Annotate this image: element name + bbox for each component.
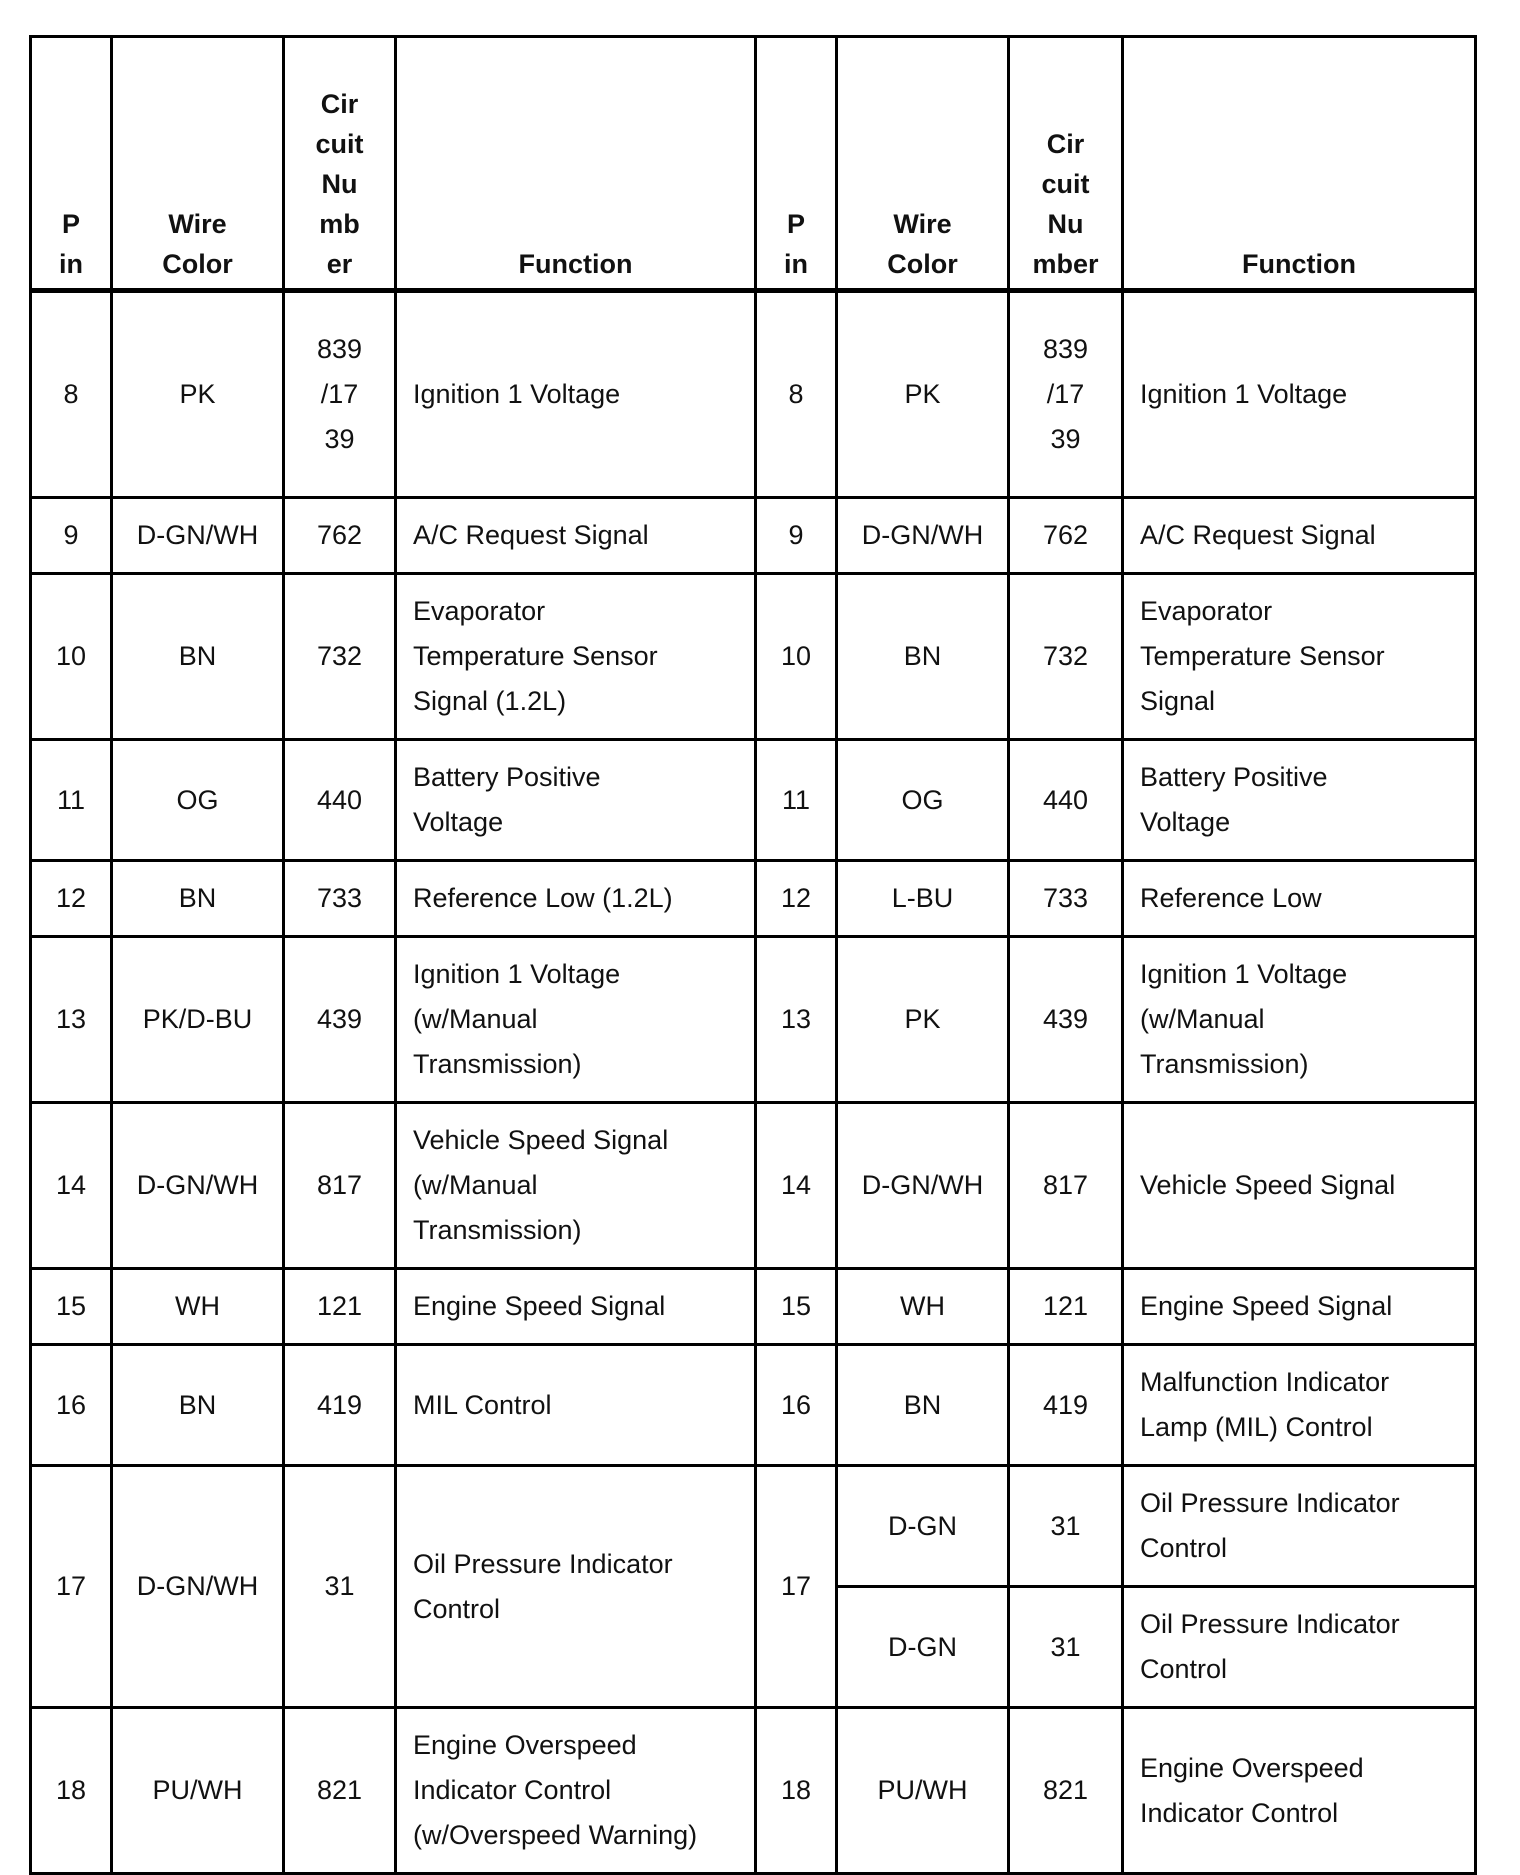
cell-text-line: Voltage bbox=[413, 807, 504, 837]
wire-color-cell: D-GN/WH bbox=[837, 498, 1009, 574]
cell-text-line: Indicator Control bbox=[1140, 1797, 1339, 1828]
wire-color-cell: BN bbox=[112, 1345, 284, 1466]
wire-color-cell: D-GN/WH bbox=[112, 1466, 284, 1708]
cell-text-line: mber bbox=[1032, 249, 1099, 279]
function-cell bbox=[396, 291, 756, 498]
cell-text-line: Ignition 1 Voltage bbox=[413, 959, 621, 989]
cell-text-line: 121 bbox=[1042, 1291, 1089, 1321]
pin-cell: 14 bbox=[31, 1103, 112, 1269]
circuit-number-cell bbox=[284, 498, 396, 574]
cell-text-line: Control bbox=[1140, 1533, 1228, 1563]
cell-text-line: Signal bbox=[1140, 686, 1216, 716]
cell-text-line: Voltage bbox=[1140, 807, 1231, 837]
pin-cell: 9 bbox=[31, 498, 112, 574]
pin-cell: 10 bbox=[756, 574, 837, 740]
function-cell bbox=[1123, 1708, 1476, 1874]
function-cell bbox=[1123, 861, 1476, 937]
function-cell bbox=[396, 740, 756, 861]
circuit-number-cell bbox=[1009, 291, 1123, 498]
cell-text-line: Control bbox=[413, 1593, 501, 1624]
wire-color-cell: WH bbox=[112, 1269, 284, 1345]
cell-text-line: Engine Speed Signal bbox=[1140, 1291, 1393, 1321]
pin-cell: 12 bbox=[756, 861, 837, 937]
wire-color-cell: PK bbox=[112, 291, 284, 498]
header-function-left: Function bbox=[396, 37, 756, 291]
cell-text-line: Transmission) bbox=[413, 1215, 582, 1245]
cell-text-line: Signal (1.2L) bbox=[413, 686, 567, 716]
header-wire-color-right bbox=[837, 37, 1009, 291]
cell-text-line: 39 bbox=[324, 424, 355, 454]
circuit-number-cell bbox=[1009, 1587, 1123, 1708]
cell-text-line: Battery Positive bbox=[413, 762, 601, 792]
wire-color-cell: L-BU bbox=[837, 861, 1009, 937]
circuit-number-cell bbox=[284, 937, 396, 1103]
cell-text-line: Transmission) bbox=[413, 1049, 582, 1079]
circuit-number-cell bbox=[284, 1708, 396, 1874]
circuit-number-cell bbox=[1009, 574, 1123, 740]
cell-text-line: /17 bbox=[1046, 379, 1085, 409]
pin-cell: 13 bbox=[756, 937, 837, 1103]
circuit-number-cell bbox=[1009, 740, 1123, 861]
wire-color-cell: D-GN/WH bbox=[837, 1103, 1009, 1269]
cell-text-line: 733 bbox=[1042, 883, 1089, 913]
table-row bbox=[31, 937, 1476, 1103]
header-function-right: Function bbox=[1123, 37, 1476, 291]
circuit-number-cell bbox=[284, 574, 396, 740]
header-pin-right bbox=[756, 37, 837, 291]
pin-cell: 15 bbox=[31, 1269, 112, 1345]
function-cell bbox=[396, 1103, 756, 1269]
cell-text-line: Reference Low bbox=[1140, 883, 1322, 913]
pin-cell: 18 bbox=[756, 1708, 837, 1874]
pin-cell: 18 bbox=[31, 1708, 112, 1874]
cell-text-line: Malfunction Indicator bbox=[1140, 1367, 1390, 1397]
cell-text-line: 39 bbox=[1050, 424, 1081, 454]
cell-text-line: 31 bbox=[1050, 1631, 1081, 1662]
circuit-number-cell bbox=[1009, 1345, 1123, 1466]
circuit-number-cell bbox=[1009, 1466, 1123, 1587]
circuit-number-cell bbox=[1009, 1269, 1123, 1345]
cell-text-line: Reference Low (1.2L) bbox=[413, 883, 673, 913]
cell-text-line: Transmission) bbox=[1140, 1049, 1309, 1079]
cell-text-line: Cir bbox=[320, 89, 359, 119]
wire-color-cell: D-GN bbox=[837, 1466, 1009, 1587]
circuit-number-cell bbox=[284, 1103, 396, 1269]
cell-text-line: 732 bbox=[1042, 641, 1089, 671]
cell-text-line: Control bbox=[1140, 1654, 1228, 1684]
pin-cell: 9 bbox=[756, 498, 837, 574]
cell-text-line: 439 bbox=[316, 1004, 363, 1034]
pin-cell: 8 bbox=[756, 291, 837, 498]
cell-text-line: 839 bbox=[316, 334, 363, 364]
cell-text-line: cuit bbox=[1041, 169, 1090, 199]
cell-text-line: Ignition 1 Voltage bbox=[1140, 959, 1348, 989]
table-row bbox=[31, 1269, 1476, 1345]
cell-text-line: (w/Overspeed Warning) bbox=[413, 1820, 698, 1850]
pin-cell: 16 bbox=[756, 1345, 837, 1466]
table-row bbox=[31, 740, 1476, 861]
cell-text-line: Evaporator bbox=[1140, 596, 1273, 626]
cell-text-line: Evaporator bbox=[413, 596, 546, 626]
cell-text-line: 440 bbox=[1042, 784, 1089, 815]
cell-text-line: Engine Overspeed bbox=[1140, 1752, 1364, 1783]
wire-color-cell: OG bbox=[837, 740, 1009, 861]
wire-color-cell: D-GN/WH bbox=[112, 498, 284, 574]
cell-text-line: A/C Request Signal bbox=[1140, 520, 1376, 550]
function-cell bbox=[1123, 1269, 1476, 1345]
cell-text-line: 821 bbox=[316, 1775, 363, 1805]
function-cell bbox=[396, 861, 756, 937]
pin-cell: 13 bbox=[31, 937, 112, 1103]
function-cell bbox=[396, 1269, 756, 1345]
wire-color-cell: D-GN/WH bbox=[112, 1103, 284, 1269]
cell-text-line: P bbox=[61, 209, 80, 239]
function-cell bbox=[396, 1708, 756, 1874]
cell-text-line: Engine Speed Signal bbox=[413, 1291, 666, 1321]
wire-color-cell: D-GN bbox=[837, 1587, 1009, 1708]
function-cell bbox=[1123, 937, 1476, 1103]
function-cell bbox=[1123, 1587, 1476, 1708]
cell-text-line: in bbox=[784, 249, 808, 279]
cell-text-line: 121 bbox=[316, 1291, 363, 1321]
wire-color-cell: BN bbox=[112, 574, 284, 740]
table-row bbox=[31, 498, 1476, 574]
cell-text-line: Battery Positive bbox=[1140, 762, 1328, 792]
circuit-number-cell bbox=[1009, 1708, 1123, 1874]
cell-text-line: Wire bbox=[893, 209, 952, 239]
cell-text-line: 419 bbox=[316, 1389, 363, 1420]
cell-text-line: Color bbox=[162, 249, 233, 279]
function-cell bbox=[1123, 498, 1476, 574]
header-pin-left bbox=[31, 37, 112, 291]
cell-text-line: Indicator Control bbox=[413, 1775, 612, 1805]
circuit-number-cell bbox=[284, 1345, 396, 1466]
wire-color-cell: BN bbox=[837, 1345, 1009, 1466]
cell-text-line: Ignition 1 Voltage bbox=[1140, 379, 1348, 409]
cell-text-line: (w/Manual bbox=[413, 1004, 538, 1034]
cell-text-line: 31 bbox=[324, 1571, 355, 1601]
cell-text-line: Vehicle Speed Signal bbox=[413, 1125, 669, 1155]
function-cell bbox=[396, 1345, 756, 1466]
cell-text-line: 440 bbox=[316, 784, 363, 815]
cell-text-line: 439 bbox=[1042, 1004, 1089, 1034]
function-cell bbox=[1123, 574, 1476, 740]
header-circuit-number-right bbox=[1009, 37, 1123, 291]
cell-text-line: Nu bbox=[1047, 209, 1084, 239]
table-row bbox=[31, 1708, 1476, 1874]
function-cell bbox=[1123, 291, 1476, 498]
cell-text-line: /17 bbox=[320, 379, 359, 409]
circuit-number-cell bbox=[284, 291, 396, 498]
cell-text-line: Temperature Sensor bbox=[1140, 641, 1385, 671]
cell-text-line: A/C Request Signal bbox=[413, 520, 649, 550]
pin-cell: 11 bbox=[31, 740, 112, 861]
header-circuit-number-left bbox=[284, 37, 396, 291]
circuit-number-cell bbox=[1009, 937, 1123, 1103]
cell-text-line: 419 bbox=[1042, 1389, 1089, 1420]
cell-text-line: Temperature Sensor bbox=[413, 641, 658, 671]
cell-text-line: Vehicle Speed Signal bbox=[1140, 1170, 1396, 1200]
header-row bbox=[31, 37, 1476, 291]
function-cell bbox=[396, 937, 756, 1103]
circuit-number-cell bbox=[284, 861, 396, 937]
connector-pinout-table bbox=[29, 35, 1477, 1875]
cell-text-line: 762 bbox=[1042, 520, 1089, 550]
cell-text-line: cuit bbox=[315, 129, 364, 159]
cell-text-line: Color bbox=[887, 249, 958, 279]
pin-cell: 11 bbox=[756, 740, 837, 861]
wire-color-cell: OG bbox=[112, 740, 284, 861]
function-cell bbox=[1123, 740, 1476, 861]
cell-text-line: Wire bbox=[168, 209, 227, 239]
cell-text-line: 762 bbox=[316, 520, 363, 550]
pin-cell: 14 bbox=[756, 1103, 837, 1269]
pin-cell: 12 bbox=[31, 861, 112, 937]
pin-cell: 10 bbox=[31, 574, 112, 740]
cell-text-line: MIL Control bbox=[413, 1389, 552, 1420]
cell-text-line: er bbox=[326, 249, 353, 279]
cell-text-line: 839 bbox=[1042, 334, 1089, 364]
table-row bbox=[31, 574, 1476, 740]
function-cell bbox=[396, 498, 756, 574]
header-wire-color-left bbox=[112, 37, 284, 291]
cell-text-line: Oil Pressure Indicator bbox=[1140, 1609, 1400, 1639]
cell-text-line: 821 bbox=[1042, 1775, 1089, 1805]
cell-text-line: 732 bbox=[316, 641, 363, 671]
pin-cell: 15 bbox=[756, 1269, 837, 1345]
circuit-number-cell bbox=[284, 740, 396, 861]
cell-text-line: P bbox=[786, 209, 805, 239]
function-cell bbox=[1123, 1103, 1476, 1269]
cell-text-line: 31 bbox=[1050, 1510, 1081, 1541]
circuit-number-cell bbox=[1009, 498, 1123, 574]
table-row bbox=[31, 861, 1476, 937]
circuit-number-cell bbox=[1009, 1103, 1123, 1269]
table-row bbox=[31, 1103, 1476, 1269]
cell-text-line: 733 bbox=[316, 883, 363, 913]
wire-color-cell: PU/WH bbox=[112, 1708, 284, 1874]
cell-text-line: Oil Pressure Indicator bbox=[1140, 1488, 1400, 1518]
circuit-number-cell bbox=[284, 1466, 396, 1708]
cell-text-line: Engine Overspeed bbox=[413, 1730, 637, 1760]
function-cell bbox=[1123, 1345, 1476, 1466]
table-row bbox=[31, 1466, 1476, 1587]
wire-color-cell: PK/D-BU bbox=[112, 937, 284, 1103]
cell-text-line: in bbox=[59, 249, 83, 279]
cell-text-line: Oil Pressure Indicator bbox=[413, 1548, 673, 1579]
pin-cell: 17 bbox=[31, 1466, 112, 1708]
cell-text-line: Lamp (MIL) Control bbox=[1140, 1412, 1373, 1442]
wire-color-cell: BN bbox=[112, 861, 284, 937]
function-cell bbox=[1123, 1466, 1476, 1587]
circuit-number-cell bbox=[1009, 861, 1123, 937]
pin-cell: 8 bbox=[31, 291, 112, 498]
circuit-number-cell bbox=[284, 1269, 396, 1345]
cell-text-line: 817 bbox=[316, 1170, 363, 1200]
wire-color-cell: PK bbox=[837, 291, 1009, 498]
cell-text-line: (w/Manual bbox=[413, 1170, 538, 1200]
table-row bbox=[31, 1345, 1476, 1466]
table-row bbox=[31, 291, 1476, 498]
pin-cell: 17 bbox=[756, 1466, 837, 1708]
cell-text-line: Ignition 1 Voltage bbox=[413, 379, 621, 409]
cell-text-line: Nu bbox=[321, 169, 358, 199]
cell-text-line: (w/Manual bbox=[1140, 1004, 1265, 1034]
function-cell bbox=[396, 1466, 756, 1708]
pin-cell: 16 bbox=[31, 1345, 112, 1466]
wire-color-cell: PU/WH bbox=[837, 1708, 1009, 1874]
cell-text-line: Cir bbox=[1046, 129, 1085, 159]
cell-text-line: 817 bbox=[1042, 1170, 1089, 1200]
function-cell bbox=[396, 574, 756, 740]
wire-color-cell: BN bbox=[837, 574, 1009, 740]
wire-color-cell: PK bbox=[837, 937, 1009, 1103]
wire-color-cell: WH bbox=[837, 1269, 1009, 1345]
cell-text-line: mb bbox=[319, 209, 360, 239]
